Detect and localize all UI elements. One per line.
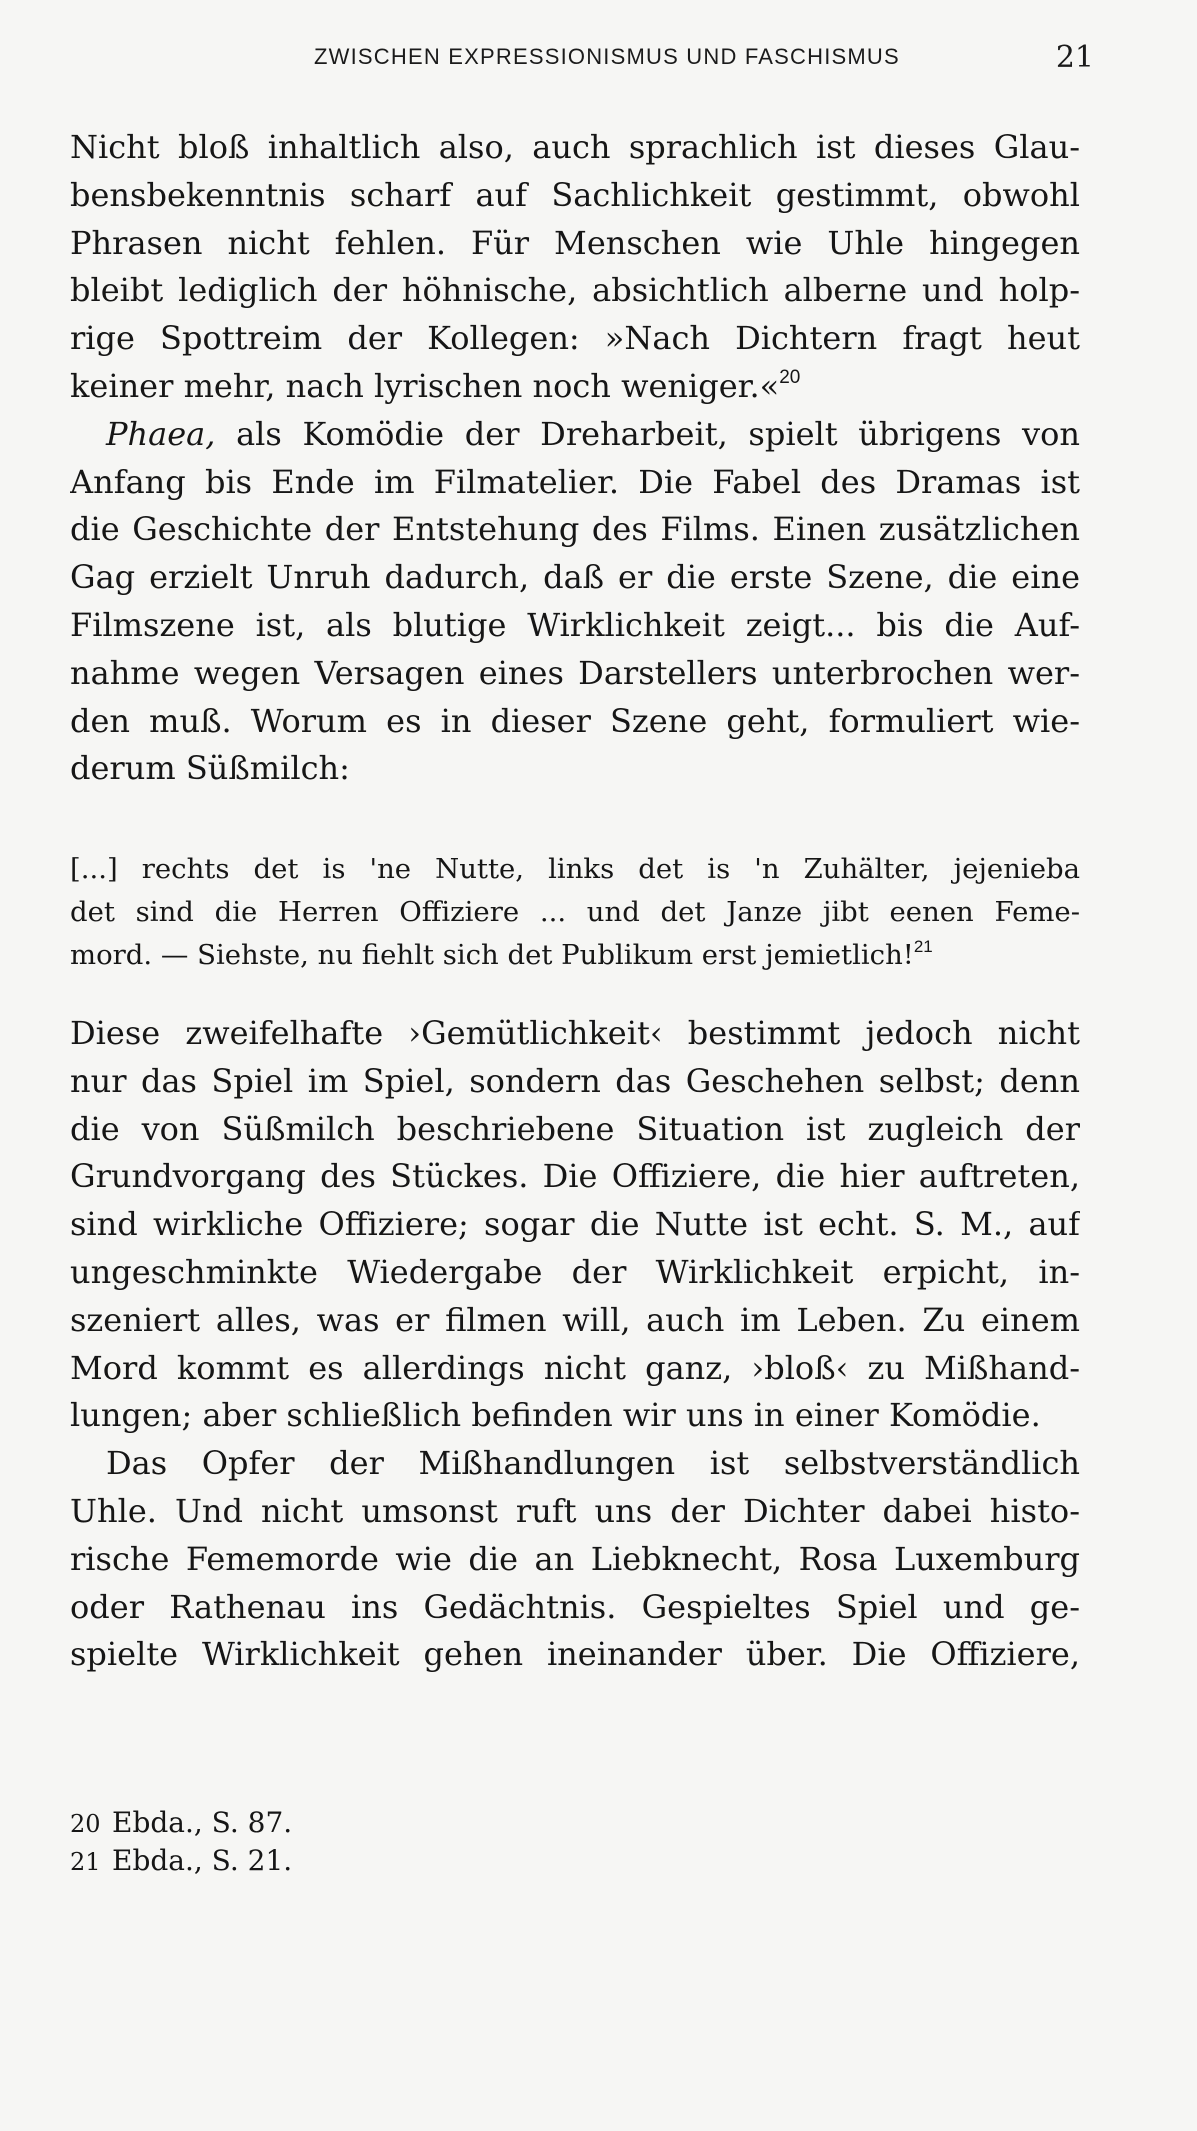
page-number: 21: [1055, 40, 1094, 75]
body-text-lower: [70, 1010, 1080, 1679]
footnote-text: Ebda., S. 21.: [112, 1844, 293, 1877]
text-line: lungen; aber schließlich befinden wir uns in einer Komödie.: [70, 1396, 1041, 1435]
body-text-upper: [70, 124, 1080, 793]
footnote-reference: 21: [913, 937, 933, 956]
quote-line: [...] rechts det is 'ne Nutte, links det is 'n Zuhälter, jejenieba: [70, 853, 1080, 885]
text-line: nahme wegen Versagen eines Darstellers unterbrochen wer-: [70, 653, 1080, 692]
text-line: ungeschminkte Wiedergabe der Wirklichkeit erpicht, in-: [70, 1252, 1080, 1291]
text-line: derum Süßmilch:: [70, 749, 350, 788]
running-head-title: ZWISCHEN EXPRESSIONISMUS UND FASCHISMUS: [314, 44, 900, 69]
quote-line: [70, 934, 1080, 977]
footnote: [70, 1804, 670, 1842]
footnote-text: Ebda., S. 87.: [112, 1806, 293, 1839]
text-line: sind wirkliche Offiziere; sogar die Nutte ist echt. S. M., auf: [70, 1205, 1080, 1244]
text-line: rige Spottreim der Kollegen: »Nach Dichtern fragt heut: [70, 319, 1080, 358]
text-line: Uhle. Und nicht umsonst ruft uns der Dichter dabei histo-: [70, 1491, 1080, 1530]
text-line: [70, 411, 1080, 459]
text-line: rische Fememorde wie die an Liebknecht, Rosa Luxemburg: [70, 1539, 1080, 1578]
footnote-number: 20: [70, 1810, 101, 1838]
text-line: Filmszene ist, als blutige Wirklichkeit zeigt... bis die Auf-: [70, 605, 1080, 644]
footnotes: [70, 1804, 670, 1880]
text-line: Mord kommt es allerdings nicht ganz, ›bloß‹ zu Mißhand-: [70, 1348, 1080, 1387]
text-line: oder Rathenau ins Gedächtnis. Gespieltes Spiel und ge-: [70, 1587, 1080, 1626]
text-line: Das Opfer der Mißhandlungen ist selbstverständlich: [106, 1444, 1080, 1483]
footnote: [70, 1842, 670, 1880]
text-line: szeniert alles, was er filmen will, auch im Leben. Zu einem: [70, 1300, 1080, 1339]
text-line: die von Süßmilch beschriebene Situation ist zugleich der: [70, 1109, 1080, 1148]
running-head: [314, 40, 1094, 80]
footnote-number: 21: [70, 1848, 101, 1876]
italic-title: Phaea,: [106, 414, 216, 453]
text-line: [70, 363, 1080, 411]
text-line: bensbekenntnis scharf auf Sachlichkeit gestimmt, obwohl: [70, 175, 1080, 214]
text-line-content: keiner mehr, nach lyrischen noch weniger.«: [70, 366, 780, 405]
footnote-reference: 20: [779, 366, 801, 388]
text-line-content: als Komödie der Dreharbeit, spielt übrigens von: [215, 414, 1080, 453]
text-line: Gag erzielt Unruh dadurch, daß er die erste Szene, die eine: [70, 558, 1080, 597]
text-line: Diese zweifelhafte ›Gemütlichkeit‹ bestimmt jedoch nicht: [70, 1014, 1080, 1052]
text-line: Phrasen nicht fehlen. Für Menschen wie Uhle hingegen: [70, 223, 1080, 262]
quote-line: det sind die Herren Offiziere ... und det Janze jibt eenen Feme-: [70, 896, 1080, 928]
text-line: Nicht bloß inhaltlich also, auch sprachlich ist dieses Glau-: [70, 128, 1080, 166]
text-line: Anfang bis Ende im Filmatelier. Die Fabel des Dramas ist: [70, 462, 1080, 501]
text-line: Grundvorgang des Stückes. Die Offiziere, die hier auftreten,: [70, 1157, 1080, 1196]
text-line: bleibt lediglich der höhnische, absichtlich alberne und holp-: [70, 271, 1080, 310]
quote-line-content: mord. — Siehste, nu fiehlt sich det Publikum erst jemietlich!: [70, 939, 914, 971]
text-line: den muß. Worum es in dieser Szene geht, formuliert wie-: [70, 701, 1080, 740]
text-line: die Geschichte der Entstehung des Films. Einen zusätzlichen: [70, 510, 1080, 549]
text-line: nur das Spiel im Spiel, sondern das Geschehen selbst; denn: [70, 1061, 1080, 1100]
text-line: spielte Wirklichkeit gehen ineinander über. Die Offiziere,: [70, 1635, 1080, 1674]
block-quote: [70, 848, 1080, 977]
